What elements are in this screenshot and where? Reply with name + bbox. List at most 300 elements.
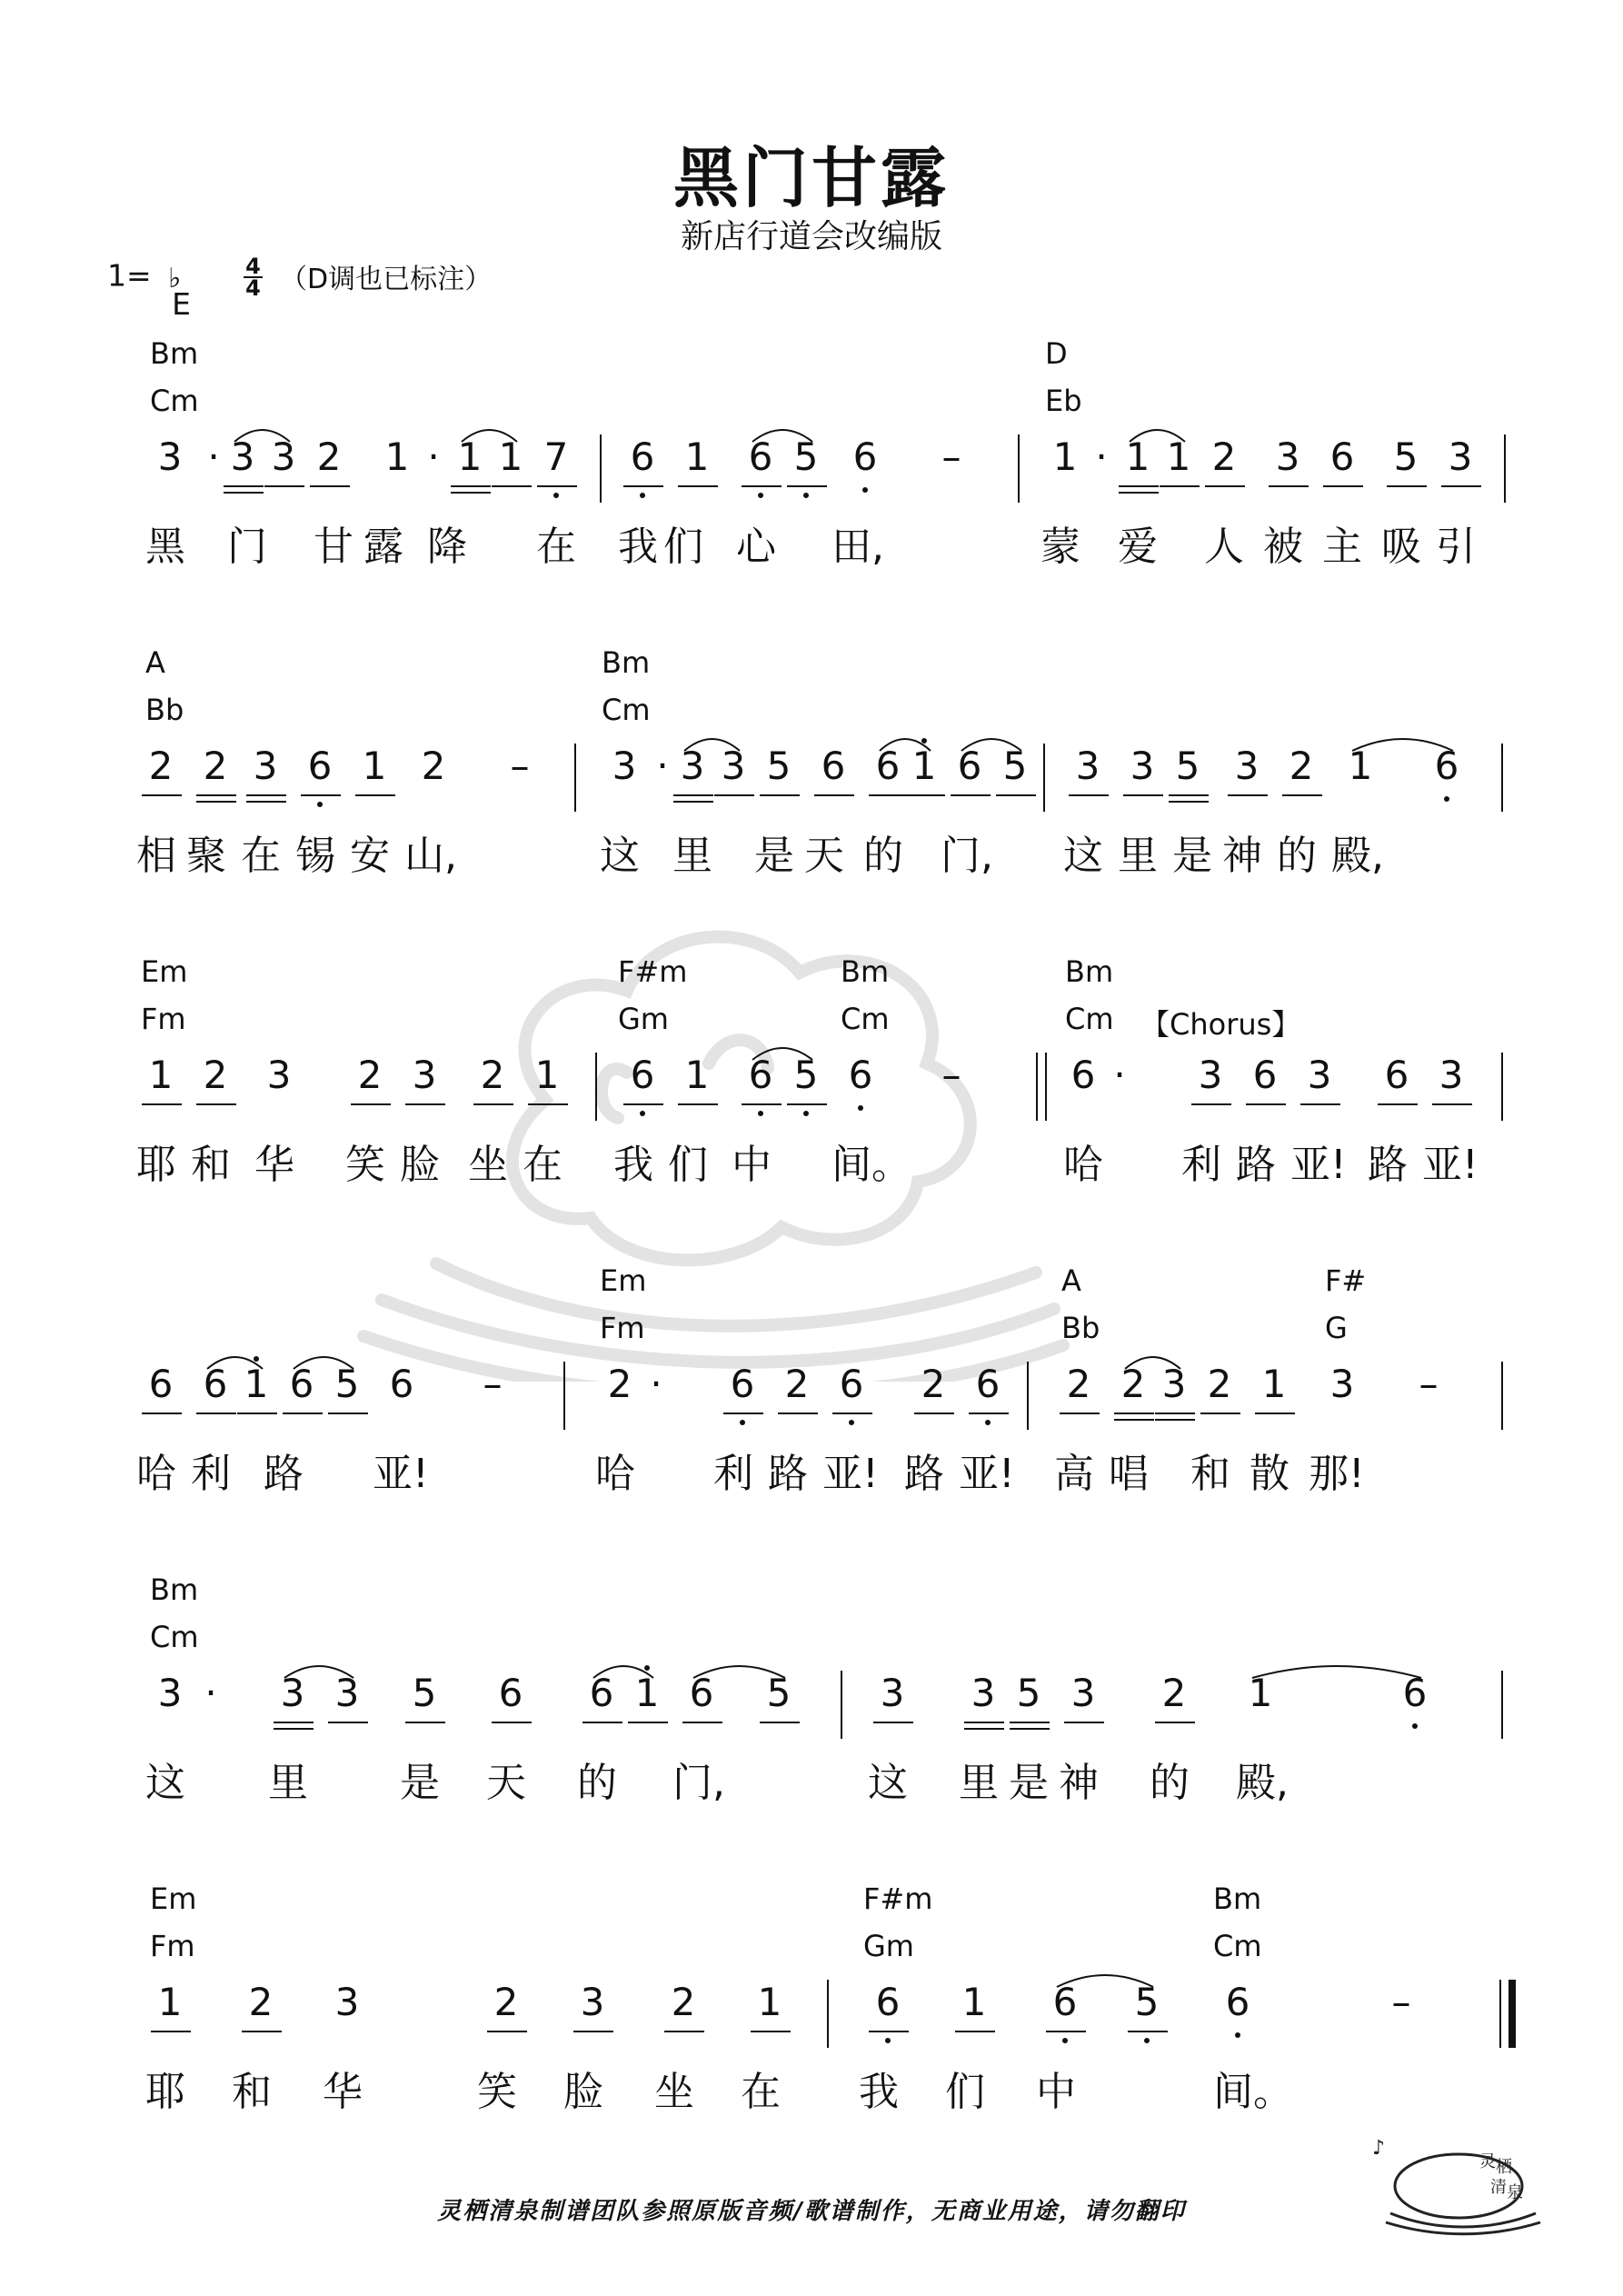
note: 1 xyxy=(1052,434,1078,479)
lyric-char: 们 xyxy=(945,2069,985,2115)
note-underline xyxy=(955,2031,995,2032)
note-underline xyxy=(1064,1722,1104,1723)
lyric-char: 这 xyxy=(600,833,640,879)
chord-symbol: Bm xyxy=(150,336,199,371)
note: 6 xyxy=(1052,1980,1078,2024)
note: 6 xyxy=(203,1362,228,1406)
note-underline xyxy=(787,485,827,487)
note: 6 xyxy=(630,1053,655,1097)
note: 6 xyxy=(748,1053,773,1097)
octave-dot-below xyxy=(1444,796,1449,802)
note-underline xyxy=(664,2031,704,2032)
lyric-char: 利 xyxy=(1181,1142,1221,1188)
note-underline xyxy=(623,485,663,487)
lyric-char: 路 xyxy=(904,1451,944,1497)
note: 1 xyxy=(384,434,410,479)
lyric-char: 锡 xyxy=(295,833,335,879)
note: · xyxy=(656,744,669,788)
note: 1 xyxy=(244,1362,269,1406)
note-underline xyxy=(1441,485,1481,487)
chord-symbol-alt: Eb xyxy=(1045,384,1082,418)
note-underline xyxy=(1060,1413,1100,1414)
lyric-char: 门 xyxy=(227,524,267,570)
note: 3 xyxy=(1448,434,1473,479)
note-underline xyxy=(1282,794,1322,796)
note-underline xyxy=(1155,1419,1195,1421)
lyric-char: 田, xyxy=(831,524,884,570)
barline xyxy=(1045,1053,1047,1121)
octave-dot-below xyxy=(849,1420,854,1425)
lyric-char: 殿, xyxy=(1331,833,1384,879)
tie-arc xyxy=(751,424,814,444)
note: 5 xyxy=(412,1671,437,1715)
note-underline xyxy=(623,1103,663,1105)
lyric-char: 里 xyxy=(1118,833,1158,879)
barline xyxy=(841,1671,842,1739)
lyric-char: 的 xyxy=(1150,1760,1190,1806)
chord-symbol: Em xyxy=(141,954,188,989)
copyright-footer: 灵栖清泉制谱团队参照原版音频/歌谱制作，无商业用途，请勿翻印 xyxy=(437,2198,1186,2225)
section-label: 【Chorus】 xyxy=(1140,1007,1301,1042)
chord-symbol: Em xyxy=(600,1263,647,1298)
lyric-char: 殿, xyxy=(1236,1760,1289,1806)
note: 1 xyxy=(1166,434,1191,479)
note: 3 xyxy=(680,744,705,788)
lyric-char: 相 xyxy=(136,833,176,879)
time-top: 4 xyxy=(245,254,261,279)
lyric-char: 是 xyxy=(1009,1760,1049,1806)
note: 6 xyxy=(848,1053,873,1097)
note: 5 xyxy=(1134,1980,1160,2024)
note-underline xyxy=(246,801,286,803)
note: – xyxy=(1391,1980,1411,2024)
chord-symbol: A xyxy=(145,645,165,680)
note-underline xyxy=(1010,1728,1050,1730)
lyric-char: 亚! xyxy=(959,1451,1015,1497)
note: – xyxy=(483,1362,503,1406)
note: 7 xyxy=(543,434,569,479)
note-underline xyxy=(224,485,264,487)
note-underline xyxy=(1155,1722,1195,1723)
note: 3 xyxy=(1161,1362,1187,1406)
note-underline xyxy=(832,1413,872,1414)
lyric-char: 里 xyxy=(268,1760,308,1806)
lyric-char: 的 xyxy=(577,1760,617,1806)
note: 3 xyxy=(721,744,746,788)
note-underline xyxy=(196,794,236,796)
note-underline xyxy=(1169,801,1209,803)
note-underline xyxy=(328,1722,368,1723)
note: 3 xyxy=(253,744,278,788)
note-underline xyxy=(283,1413,323,1414)
lyric-char: 这 xyxy=(868,1760,908,1806)
note: – xyxy=(941,434,961,479)
note: 3 xyxy=(1070,1671,1096,1715)
note: 1 xyxy=(684,1053,710,1097)
note: 3 xyxy=(334,1980,360,2024)
lyric-char: 被 xyxy=(1263,524,1303,570)
song-subtitle: 新店行道会改编版 xyxy=(680,218,942,255)
octave-dot-below xyxy=(1235,2032,1240,2038)
lyric-char: 亚! xyxy=(1422,1142,1479,1188)
note: · xyxy=(427,434,440,479)
lyric-char: 露 xyxy=(363,524,403,570)
tie-arc xyxy=(205,1351,264,1371)
chord-symbol-alt: Cm xyxy=(150,384,199,418)
sheep-watermark xyxy=(327,873,1072,1382)
chord-symbol-alt: Cm xyxy=(150,1620,199,1654)
note: · xyxy=(207,434,220,479)
note: 2 xyxy=(1289,744,1314,788)
barline xyxy=(1501,1362,1503,1430)
barline xyxy=(574,744,576,812)
lyric-char: 是 xyxy=(1172,833,1212,879)
note: 2 xyxy=(357,1053,383,1097)
lyric-char: 是 xyxy=(754,833,794,879)
lyric-char: 路 xyxy=(1368,1142,1408,1188)
note-underline xyxy=(964,1722,1004,1723)
lyric-char: 耶 xyxy=(145,2069,185,2115)
logo-char-4: 泉 xyxy=(1507,2183,1523,2202)
note-underline xyxy=(1205,485,1245,487)
chord-symbol-alt: Bb xyxy=(145,693,184,727)
note: 6 xyxy=(689,1671,714,1715)
note: 1 xyxy=(148,1053,174,1097)
note: 3 xyxy=(271,434,296,479)
note: 2 xyxy=(248,1980,274,2024)
tie-arc xyxy=(1055,1969,1155,1989)
lyric-char: 唱 xyxy=(1109,1451,1149,1497)
note: 6 xyxy=(730,1362,755,1406)
chord-symbol: F#m xyxy=(863,1882,933,1916)
note: 3 xyxy=(1198,1053,1223,1097)
lyric-char: 安 xyxy=(350,833,390,879)
note: 2 xyxy=(493,1980,519,2024)
note-underline xyxy=(1155,1413,1195,1414)
note: 5 xyxy=(334,1362,360,1406)
barline xyxy=(1501,1671,1503,1739)
lyric-char: 坐 xyxy=(654,2069,694,2115)
lyric-char: 哈 xyxy=(1063,1142,1103,1188)
lyric-char: 哈 xyxy=(136,1451,176,1497)
lyric-char: 和 xyxy=(1190,1451,1230,1497)
barline xyxy=(1501,744,1503,812)
lyric-char: 这 xyxy=(145,1760,185,1806)
flat-sign: ♭ xyxy=(168,262,182,294)
key-letter: E xyxy=(172,285,192,322)
lyric-char: 中 xyxy=(732,1142,772,1188)
note: 2 xyxy=(1120,1362,1146,1406)
barline xyxy=(1508,1980,1516,2048)
note: 6 xyxy=(1070,1053,1096,1097)
note-underline xyxy=(951,794,991,796)
note: – xyxy=(941,1053,961,1097)
note: 6 xyxy=(957,744,982,788)
chord-symbol: Bm xyxy=(841,954,890,989)
note: 5 xyxy=(793,1053,819,1097)
note: 2 xyxy=(203,1053,228,1097)
chord-symbol: Bm xyxy=(1065,954,1114,989)
note: 6 xyxy=(975,1362,1001,1406)
lyric-char: 黑 xyxy=(145,524,185,570)
note: 2 xyxy=(1211,434,1237,479)
note-underline xyxy=(742,485,782,487)
barline xyxy=(563,1362,565,1430)
note: 1 xyxy=(534,1053,560,1097)
octave-dot-below xyxy=(640,1111,645,1116)
note-underline xyxy=(682,1722,722,1723)
chord-symbol-alt: Cm xyxy=(602,693,651,727)
lyric-char: 我 xyxy=(618,524,658,570)
lyric-char: 门, xyxy=(672,1760,725,1806)
note-underline xyxy=(537,485,577,487)
note-underline xyxy=(274,1722,314,1723)
lyric-char: 利 xyxy=(191,1451,231,1497)
note: 6 xyxy=(875,744,901,788)
note-underline xyxy=(274,1728,314,1730)
note: 3 xyxy=(1275,434,1300,479)
note-underline xyxy=(492,1722,532,1723)
lyric-char: 和 xyxy=(191,1142,231,1188)
barline xyxy=(1036,1053,1038,1121)
lyric-char: 山, xyxy=(404,833,457,879)
note-underline xyxy=(1128,2031,1168,2032)
note-underline xyxy=(355,794,395,796)
note-underline xyxy=(487,2031,527,2032)
lyric-char: 间。 xyxy=(831,1142,911,1188)
lyric-char: 主 xyxy=(1322,524,1362,570)
tie-arc xyxy=(1350,733,1455,753)
note-underline xyxy=(751,2031,791,2032)
chord-symbol-alt: Cm xyxy=(1213,1929,1262,1963)
note: 2 xyxy=(1066,1362,1091,1406)
note-underline xyxy=(492,485,532,487)
octave-dot-below xyxy=(553,493,559,498)
chord-symbol-alt: Bb xyxy=(1061,1311,1100,1345)
note: 3 xyxy=(157,434,183,479)
chord-symbol-alt: Fm xyxy=(150,1929,195,1963)
chord-symbol: D xyxy=(1045,336,1068,371)
note: 1 xyxy=(1261,1362,1287,1406)
note: 1 xyxy=(362,744,387,788)
chord-symbol: Em xyxy=(150,1882,197,1916)
note-underline xyxy=(1069,794,1109,796)
note: 1 xyxy=(1348,744,1373,788)
note: · xyxy=(1113,1053,1126,1097)
note-underline xyxy=(1269,485,1309,487)
chord-symbol: Bm xyxy=(150,1572,199,1607)
tie-arc xyxy=(1250,1660,1423,1680)
note: 5 xyxy=(1016,1671,1041,1715)
note: – xyxy=(510,744,530,788)
lyric-char: 那! xyxy=(1309,1451,1365,1497)
lyric-char: 笑 xyxy=(477,2069,517,2115)
note: 1 xyxy=(498,434,523,479)
octave-dot-below xyxy=(858,1105,863,1111)
lyric-char: 引 xyxy=(1436,524,1476,570)
barline xyxy=(827,1980,829,2048)
note-underline xyxy=(582,1722,622,1723)
lyric-char: 们 xyxy=(668,1142,708,1188)
note-underline xyxy=(1119,485,1159,487)
chord-symbol-alt: Cm xyxy=(841,1002,890,1036)
lyric-char: 利 xyxy=(713,1451,753,1497)
barline xyxy=(1504,434,1506,503)
note: 3 xyxy=(157,1671,183,1715)
note: 6 xyxy=(1329,434,1355,479)
note-underline xyxy=(964,1728,1004,1730)
note: 3 xyxy=(334,1671,360,1715)
lyric-char: 聚 xyxy=(186,833,226,879)
tie-arc xyxy=(292,1351,355,1371)
note-underline xyxy=(451,485,491,487)
note-underline xyxy=(1114,1419,1154,1421)
note-underline xyxy=(328,1413,368,1414)
note-underline xyxy=(1300,1103,1340,1105)
note: 5 xyxy=(1393,434,1419,479)
note-underline xyxy=(714,794,754,796)
tie-arc xyxy=(233,424,292,444)
lyric-char: 蒙 xyxy=(1041,524,1080,570)
octave-dot-below xyxy=(1412,1723,1418,1729)
lyric-char: 降 xyxy=(427,524,467,570)
note: 3 xyxy=(1329,1362,1355,1406)
lyric-char: 我 xyxy=(613,1142,653,1188)
chord-symbol-alt: Gm xyxy=(618,1002,669,1036)
note: 2 xyxy=(1207,1362,1232,1406)
octave-dot-below xyxy=(1062,2038,1068,2043)
note-underline xyxy=(1010,1722,1050,1723)
note: – xyxy=(1419,1362,1439,1406)
time-bottom: 4 xyxy=(245,275,261,301)
note: 2 xyxy=(1161,1671,1187,1715)
note: 2 xyxy=(316,434,342,479)
note: 6 xyxy=(307,744,333,788)
note-underline xyxy=(242,2031,282,2032)
barline xyxy=(600,434,602,503)
note: 3 xyxy=(1130,744,1155,788)
note: 1 xyxy=(757,1980,782,2024)
note: 1 xyxy=(634,1671,660,1715)
note: 1 xyxy=(911,744,937,788)
note: · xyxy=(650,1362,662,1406)
octave-dot-below xyxy=(758,1111,763,1116)
note: 6 xyxy=(821,744,846,788)
note: 6 xyxy=(148,1362,174,1406)
chord-symbol: A xyxy=(1061,1263,1081,1298)
note-underline xyxy=(473,1103,513,1105)
lyric-char: 脸 xyxy=(400,1142,440,1188)
lyric-char: 的 xyxy=(1277,833,1317,879)
note-underline xyxy=(873,1722,913,1723)
tie-arc xyxy=(283,1660,355,1680)
note-underline xyxy=(1432,1103,1472,1105)
tie-arc xyxy=(960,733,1023,753)
note-underline xyxy=(1123,794,1163,796)
lyric-char: 在 xyxy=(741,2069,781,2115)
octave-dot-below xyxy=(885,2038,891,2043)
octave-dot-below xyxy=(640,493,645,498)
note: 3 xyxy=(412,1053,437,1097)
chord-symbol-alt: Cm xyxy=(1065,1002,1114,1036)
tie-arc xyxy=(682,733,742,753)
note: 1 xyxy=(157,1980,183,2024)
lyric-char: 路 xyxy=(1236,1142,1276,1188)
note-underline xyxy=(142,1103,182,1105)
chord-symbol-alt: Fm xyxy=(600,1311,645,1345)
song-title: 黑门甘露 xyxy=(672,140,950,216)
note-underline xyxy=(914,1413,954,1414)
lyric-char: 我 xyxy=(859,2069,899,2115)
octave-dot-below xyxy=(803,1111,809,1116)
note: 1 xyxy=(961,1980,987,2024)
note: 2 xyxy=(921,1362,946,1406)
note: 3 xyxy=(1307,1053,1332,1097)
key-note: （D调也已标注） xyxy=(280,264,493,295)
tie-arc xyxy=(692,1660,787,1680)
note: 1 xyxy=(457,434,483,479)
lyric-char: 的 xyxy=(863,833,903,879)
lyric-char: 这 xyxy=(1063,833,1103,879)
chord-symbol: F# xyxy=(1325,1263,1367,1298)
lyric-char: 华 xyxy=(254,1142,294,1188)
note-underline xyxy=(451,492,491,494)
note: 6 xyxy=(289,1362,314,1406)
note-underline xyxy=(869,794,909,796)
barline xyxy=(1027,1362,1029,1430)
octave-dot-below xyxy=(1144,2038,1150,2043)
note-underline xyxy=(1191,1103,1231,1105)
note-underline xyxy=(151,2031,191,2032)
note-underline xyxy=(1114,1413,1154,1414)
octave-dot-below xyxy=(740,1420,745,1425)
lyric-char: 神 xyxy=(1059,1760,1099,1806)
lyric-char: 高 xyxy=(1054,1451,1094,1497)
lyric-char: 和 xyxy=(232,2069,272,2115)
note: 6 xyxy=(748,434,773,479)
octave-dot-below xyxy=(803,493,809,498)
note: 3 xyxy=(1234,744,1260,788)
chord-symbol: Bm xyxy=(602,645,651,680)
lyric-char: 吸 xyxy=(1381,524,1421,570)
note-underline xyxy=(196,801,236,803)
lyric-char: 人 xyxy=(1204,524,1244,570)
lyric-char: 甘 xyxy=(314,524,353,570)
note-underline xyxy=(969,1413,1009,1414)
chord-symbol-alt: Fm xyxy=(141,1002,186,1036)
note-underline xyxy=(787,1103,827,1105)
note-underline xyxy=(760,1722,800,1723)
lyric-char: 哈 xyxy=(595,1451,635,1497)
key-signature xyxy=(107,254,263,322)
team-logo xyxy=(1372,2136,1545,2236)
note: 3 xyxy=(280,1671,305,1715)
note-underline xyxy=(1119,492,1159,494)
note-underline xyxy=(673,794,713,796)
tie-arc xyxy=(592,1660,655,1680)
note-underline xyxy=(1246,1103,1286,1105)
logo-char-1: 灵 xyxy=(1479,2152,1496,2171)
note: 5 xyxy=(1002,744,1028,788)
lyric-char: 里 xyxy=(672,833,712,879)
lyric-char: 亚! xyxy=(373,1451,429,1497)
note-underline xyxy=(760,794,800,796)
note-underline xyxy=(996,794,1036,796)
chord-symbol-alt: Gm xyxy=(863,1929,914,1963)
chord-symbol-alt: G xyxy=(1325,1311,1348,1345)
note: 3 xyxy=(1439,1053,1464,1097)
barline xyxy=(595,1053,597,1121)
